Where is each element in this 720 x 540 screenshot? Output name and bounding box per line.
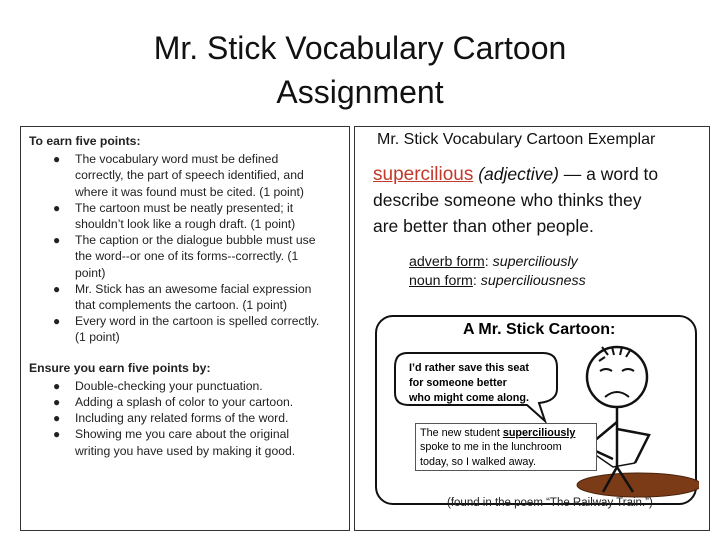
earn-heading: To earn five points: [29,134,141,148]
earn-item-line: point) [75,265,106,280]
cartoon-title: A Mr. Stick Cartoon: [463,321,616,338]
slide-title [0,26,720,114]
slide-title-line-2: Assignment [276,74,444,110]
cartoon-drawing [377,317,699,507]
adverb-form: adverb form: superciliously [409,254,578,270]
bullet-icon: ● [53,395,61,410]
caption-line-3: today, so I walked away. [420,455,537,468]
earn-item-line: Every word in the cartoon is spelled correctly. [75,314,320,329]
earn-item-line: correctly, the part of speech identified, and [75,168,304,183]
bullet-icon: ● [53,314,61,329]
earn-item [29,151,343,200]
adverb-form-value: superciliously [492,254,578,270]
earn-item-line: The cartoon must be neatly presented; it [75,200,294,215]
earn-item-line: (1 point) [75,330,120,345]
ensure-item [29,426,343,458]
ensure-item [29,410,343,426]
earn-item [29,281,343,313]
vocabulary-word: supercilious [373,164,474,185]
source-citation: (found in the poem “The Railway Train.”) [447,497,653,509]
bullet-icon: ● [53,427,61,442]
definition-line-1 [373,161,658,188]
earn-item [29,200,343,232]
earn-item [29,313,343,345]
bubble-line-1: I’d rather save this seat [409,362,530,374]
noun-form: noun form: superciliousness [409,273,586,289]
bullet-icon: ● [53,411,61,426]
bullet-icon: ● [53,200,61,215]
adverb-form-label: adverb form [409,254,485,270]
ensure-item-line: Showing me you care about the original [75,427,290,442]
definition-start: — a word to [558,164,659,184]
bullet-icon: ● [53,152,61,167]
bullet-icon: ● [53,233,61,248]
cartoon-caption [415,423,597,471]
exemplar-panel [354,126,710,531]
ensure-item-line: Including any related forms of the word. [75,411,289,426]
definition-line-2: describe someone who thinks they [373,190,642,210]
earn-item-line: that complements the cartoon. (1 point) [75,298,288,313]
earn-item-line: shouldn’t look like a rough draft. (1 point) [75,217,296,232]
noun-form-value: superciliousness [480,273,586,289]
ensure-item [29,394,343,410]
earn-item-line: The caption or the dialogue bubble must use [75,233,316,248]
ensure-item [29,378,343,394]
speech-bubble-text [409,361,529,406]
caption-line-2: spoke to me in the lunchroom [420,441,562,454]
earn-item [29,232,343,281]
cartoon-frame [375,315,697,505]
caption-line-1 [420,426,592,440]
bullet-icon: ● [53,281,61,296]
part-of-speech: (adjective) [478,164,559,184]
earn-item-line: The vocabulary word must be defined [75,152,279,167]
bubble-line-2: for someone better [409,377,507,389]
lunch-table [577,473,699,497]
mr-stick-head [587,347,647,407]
bubble-line-3: who might come along. [409,392,529,404]
definition-line-3: are better than other people. [373,216,594,236]
noun-form-label: noun form [409,273,473,289]
ensure-heading: Ensure you earn five points by: [29,360,211,375]
rubric-panel [20,126,350,531]
earn-list [29,151,343,345]
ensure-item-line: Adding a splash of color to your cartoon. [75,395,294,410]
caption-start: The new student [420,427,503,439]
slide-title-line-1: Mr. Stick Vocabulary Cartoon [153,30,567,66]
earn-item-line: the word--or one of its forms--correctly. (1 [75,249,299,264]
bullet-icon: ● [53,378,61,393]
earn-item-line: Mr. Stick has an awesome facial expression [75,281,312,296]
caption-vocab-word: superciliously [502,427,576,439]
ensure-item-line: writing you have used by making it good. [75,443,296,458]
exemplar-title: Mr. Stick Vocabulary Cartoon Exemplar [377,131,656,148]
earn-item-line: where it was found must be cited. (1 point) [75,184,304,199]
ensure-list [29,378,343,459]
ensure-item-line: Double-checking your punctuation. [75,378,263,393]
